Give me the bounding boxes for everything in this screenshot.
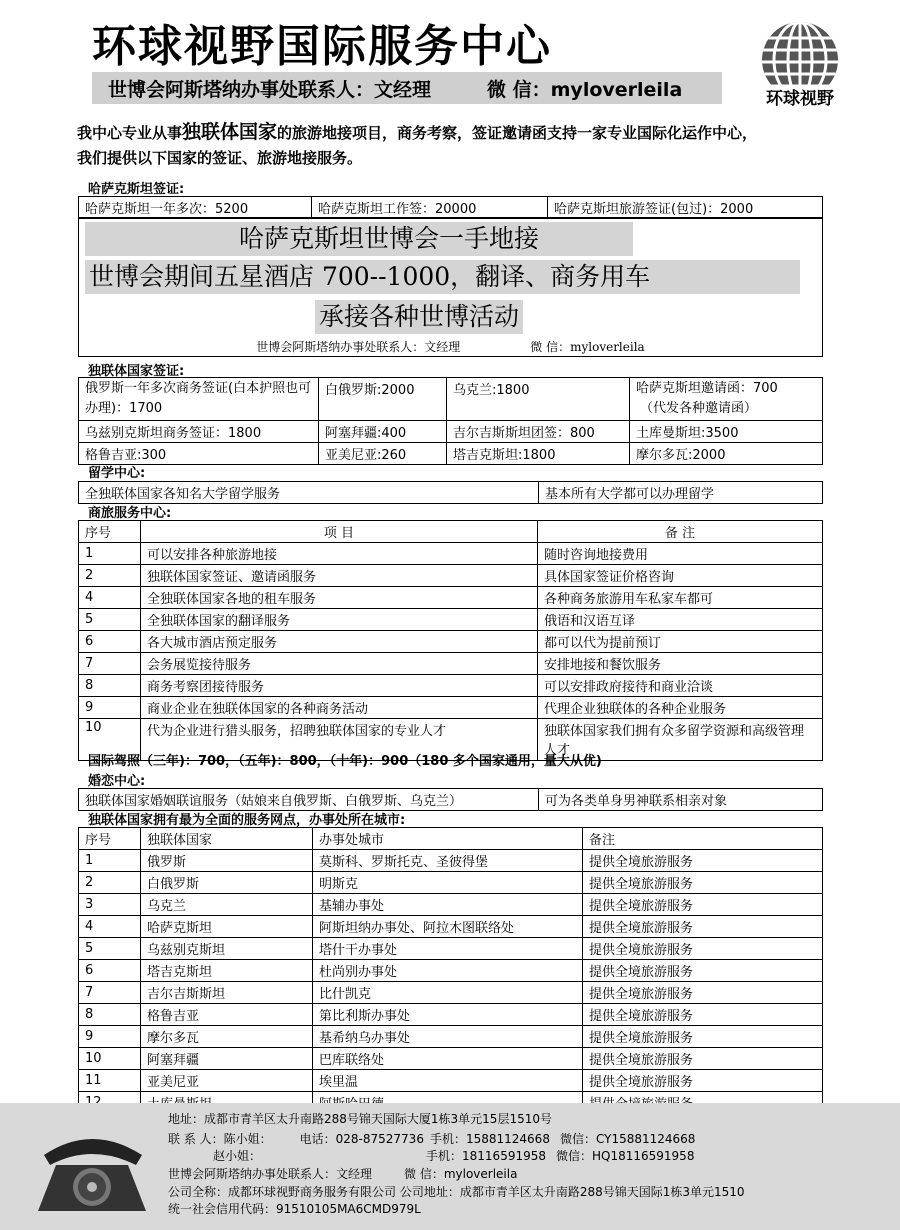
marriage-title: 婚恋中心: xyxy=(88,774,146,789)
table-cell: 8 xyxy=(79,1004,141,1026)
table-cell: 全独联体国家的翻译服务 xyxy=(141,609,538,631)
offices-title: 独联体国家拥有最为全面的服务网点，办事处所在城市: xyxy=(88,813,406,828)
table-row xyxy=(79,609,823,631)
footer-contact-1: 联 系 人：陈小姐： 电话：028-87527736 手机：15881124668 微信：CY15881124668 xyxy=(168,1132,696,1146)
table-row xyxy=(79,894,823,916)
table-cell: 塔什干办事处 xyxy=(313,938,583,960)
table-cell: 4 xyxy=(79,587,141,609)
table-cell: 阿斯坦纳办事处、阿拉木图联络处 xyxy=(313,916,583,938)
cis-visa-cell: 阿塞拜疆:400 xyxy=(319,421,447,443)
cis-visa-cell: 塔吉克斯坦:1800 xyxy=(447,443,630,465)
cis-visa-cell: 格鲁吉亚:300 xyxy=(79,443,319,465)
table-row xyxy=(79,960,823,982)
table-cell: 商业企业在独联体国家的各种商务活动 xyxy=(141,697,538,719)
table-cell: 都可以代为提前预订 xyxy=(538,631,823,653)
table-cell: 比什凯克 xyxy=(313,982,583,1004)
study-right: 基本所有大学都可以办理留学 xyxy=(539,482,823,504)
cis-visa-cell: 乌克兰:1800 xyxy=(447,378,630,421)
cis-visa-title: 独联体国家签证: xyxy=(88,364,185,379)
table-header: 项 目 xyxy=(141,521,538,543)
table-row xyxy=(79,675,823,697)
table-cell: 代为企业进行猎头服务，招聘独联体国家的专业人才 xyxy=(141,719,538,761)
kz-visa-table xyxy=(78,196,823,219)
study-table xyxy=(78,481,823,504)
table-cell: 安排地接和餐饮服务 xyxy=(538,653,823,675)
table-cell: 1 xyxy=(79,543,141,565)
table-row xyxy=(79,587,823,609)
intro-emphasis: 独联体国家 xyxy=(182,121,278,143)
study-left: 全独联体国家各知名大学留学服务 xyxy=(79,482,539,504)
table-row xyxy=(79,631,823,653)
table-row xyxy=(79,872,823,894)
telephone-icon xyxy=(30,1117,155,1217)
kz-visa-item: 哈萨克斯坦旅游签证(包过)：2000 xyxy=(548,197,823,219)
table-cell: 提供全境旅游服务 xyxy=(583,1070,823,1092)
cis-visa-cell: 吉尔吉斯斯坦团签：800 xyxy=(447,421,630,443)
table-row xyxy=(79,697,823,719)
kz-expo-banner xyxy=(78,217,823,357)
table-cell: 6 xyxy=(79,631,141,653)
table-cell: 格鲁吉亚 xyxy=(141,1004,313,1026)
table-cell: 提供全境旅游服务 xyxy=(583,850,823,872)
marriage-table xyxy=(78,788,823,811)
footer-credit-code: 统一社会信用代码：91510105MA6CMD979L xyxy=(168,1202,421,1216)
table-header: 序号 xyxy=(79,521,141,543)
table-cell: 提供全境旅游服务 xyxy=(583,1026,823,1048)
table-cell: 提供全境旅游服务 xyxy=(583,1004,823,1026)
kz-visa-item: 哈萨克斯坦工作签：20000 xyxy=(312,197,548,219)
banner-line-1: 哈萨克斯坦世博会一手地接 xyxy=(85,222,633,256)
table-cell: 10 xyxy=(79,719,141,761)
cis-visa-cell: 摩尔多瓦:2000 xyxy=(630,443,823,465)
table-cell: 提供全境旅游服务 xyxy=(583,916,823,938)
table-row xyxy=(79,1070,823,1092)
table-cell: 7 xyxy=(79,982,141,1004)
cis-visa-cell: 乌兹别克斯坦商务签证：1800 xyxy=(79,421,319,443)
table-cell: 白俄罗斯 xyxy=(141,872,313,894)
table-cell: 商务考察团接待服务 xyxy=(141,675,538,697)
table-cell: 亚美尼亚 xyxy=(141,1070,313,1092)
table-cell: 8 xyxy=(79,675,141,697)
table-cell: 埃里温 xyxy=(313,1070,583,1092)
table-cell: 7 xyxy=(79,653,141,675)
table-cell: 第比利斯办事处 xyxy=(313,1004,583,1026)
cis-visa-cell: 白俄罗斯:2000 xyxy=(319,378,447,421)
marriage-left: 独联体国家婚姻联谊服务（姑娘来自俄罗斯、白俄罗斯、乌克兰） xyxy=(79,789,539,811)
table-cell: 俄语和汉语互译 xyxy=(538,609,823,631)
table-cell: 可以安排各种旅游地接 xyxy=(141,543,538,565)
table-header: 独联体国家 xyxy=(141,828,313,850)
table-cell: 10 xyxy=(79,1048,141,1070)
table-cell: 塔吉克斯坦 xyxy=(141,960,313,982)
table-cell: 9 xyxy=(79,697,141,719)
table-cell: 代理企业独联体的各种企业服务 xyxy=(538,697,823,719)
cis-visa-cell: 亚美尼亚:260 xyxy=(319,443,447,465)
marriage-right: 可为各类单身男神联系相亲对象 xyxy=(539,789,823,811)
table-cell: 会务展览接待服务 xyxy=(141,653,538,675)
table-cell: 乌克兰 xyxy=(141,894,313,916)
table-cell: 提供全境旅游服务 xyxy=(583,1048,823,1070)
table-cell: 3 xyxy=(79,894,141,916)
table-cell: 1 xyxy=(79,850,141,872)
table-cell: 提供全境旅游服务 xyxy=(583,894,823,916)
expo-contact: 世博会阿斯塔纳办事处联系人：文经理 xyxy=(108,78,432,101)
banner-line-2: 世博会期间五星酒店 700--1000，翻译、商务用车 xyxy=(85,260,800,294)
table-row xyxy=(79,938,823,960)
intro-line-2: 我们提供以下国家的签证、旅游地接服务。 xyxy=(77,149,363,167)
study-title: 留学中心: xyxy=(88,466,146,481)
table-row xyxy=(79,1026,823,1048)
table-cell: 提供全境旅游服务 xyxy=(583,960,823,982)
table-cell: 阿塞拜疆 xyxy=(141,1048,313,1070)
table-row xyxy=(79,982,823,1004)
table-cell: 各种商务旅游用车私家车都可 xyxy=(538,587,823,609)
driver-license-line: 国际驾照（三年)：700，（五年)：800，（十年)：900（180 多个国家通用，量大从优) xyxy=(88,754,602,769)
table-cell: 提供全境旅游服务 xyxy=(583,872,823,894)
table-cell: 全独联体国家各地的租车服务 xyxy=(141,587,538,609)
table-cell: 各大城市酒店预定服务 xyxy=(141,631,538,653)
table-cell: 吉尔吉斯斯坦 xyxy=(141,982,313,1004)
footer-company: 公司全称：成都环球视野商务服务有限公司 公司地址：成都市青羊区太升南路288号锦天国际1栋3单元1510 xyxy=(168,1185,745,1199)
footer-contact-2: 赵小姐： 手机：18116591958 微信：HQ18116591958 xyxy=(213,1149,695,1163)
table-header: 办事处城市 xyxy=(313,828,583,850)
table-cell: 基辅办事处 xyxy=(313,894,583,916)
table-cell: 独联体国家签证、邀请函服务 xyxy=(141,565,538,587)
logo-text: 环球视野 xyxy=(766,89,834,109)
page-title: 环球视野国际服务中心 xyxy=(92,21,552,72)
kz-visa-title: 哈萨克斯坦签证: xyxy=(88,182,185,197)
table-cell: 明斯克 xyxy=(313,872,583,894)
cis-visa-cell: 哈萨克斯坦邀请函：700 （代发各种邀请函） xyxy=(630,378,823,421)
table-cell: 摩尔多瓦 xyxy=(141,1026,313,1048)
banner-contact: 世博会阿斯塔纳办事处联系人：文经理 微 信：myloverleila xyxy=(256,340,645,354)
intro-text-2: 的旅游地接项目，商务考察，签证邀请函支持一家专业国际化运作中心， xyxy=(277,124,758,142)
table-header: 备注 xyxy=(583,828,823,850)
table-row xyxy=(79,850,823,872)
cis-visa-cell: 俄罗斯一年多次商务签证(白本护照也可办理)：1700 xyxy=(79,378,319,421)
table-cell: 哈萨克斯坦 xyxy=(141,916,313,938)
table-row xyxy=(79,543,823,565)
table-cell: 基希纳乌办事处 xyxy=(313,1026,583,1048)
table-cell: 2 xyxy=(79,565,141,587)
table-cell: 5 xyxy=(79,938,141,960)
table-header: 备 注 xyxy=(538,521,823,543)
table-row xyxy=(79,565,823,587)
table-row xyxy=(79,916,823,938)
table-cell: 4 xyxy=(79,916,141,938)
business-table xyxy=(78,520,823,761)
table-cell: 随时咨询地接费用 xyxy=(538,543,823,565)
table-cell: 乌兹别克斯坦 xyxy=(141,938,313,960)
table-cell: 巴库联络处 xyxy=(313,1048,583,1070)
table-row xyxy=(79,1004,823,1026)
expo-contact-bar xyxy=(92,72,722,104)
footer xyxy=(0,1103,900,1230)
table-header: 序号 xyxy=(79,828,141,850)
footer-address: 地址：成都市青羊区太升南路288号锦天国际大厦1栋3单元15层1510号 xyxy=(168,1112,552,1126)
kz-visa-item: 哈萨克斯坦一年多次：5200 xyxy=(79,197,312,219)
table-cell: 具体国家签证价格咨询 xyxy=(538,565,823,587)
table-cell: 11 xyxy=(79,1070,141,1092)
table-row xyxy=(79,1048,823,1070)
cis-visa-table xyxy=(78,377,823,465)
footer-expo-contact: 世博会阿斯塔纳办事处联系人：文经理 微 信：myloverleila xyxy=(168,1167,518,1181)
table-cell: 可以安排政府接待和商业洽谈 xyxy=(538,675,823,697)
expo-wechat: 微 信：myloverleila xyxy=(487,78,683,101)
table-cell: 5 xyxy=(79,609,141,631)
intro-text: 我中心专业从事 xyxy=(77,124,183,142)
table-cell: 提供全境旅游服务 xyxy=(583,938,823,960)
table-cell: 杜尚别办事处 xyxy=(313,960,583,982)
cis-visa-cell: 土库曼斯坦:3500 xyxy=(630,421,823,443)
business-title: 商旅服务中心: xyxy=(88,506,172,521)
table-row xyxy=(79,653,823,675)
table-cell: 9 xyxy=(79,1026,141,1048)
intro-paragraph xyxy=(77,120,897,171)
table-cell: 6 xyxy=(79,960,141,982)
offices-table xyxy=(78,827,823,1114)
table-cell: 提供全境旅游服务 xyxy=(583,982,823,1004)
banner-line-3: 承接各种世博活动 xyxy=(315,300,523,334)
table-cell: 2 xyxy=(79,872,141,894)
table-cell: 莫斯科、罗斯托克、圣彼得堡 xyxy=(313,850,583,872)
table-cell: 独联体国家我们拥有众多留学资源和高级管理人才 xyxy=(538,719,823,761)
table-cell: 俄罗斯 xyxy=(141,850,313,872)
globe-logo xyxy=(735,18,865,113)
